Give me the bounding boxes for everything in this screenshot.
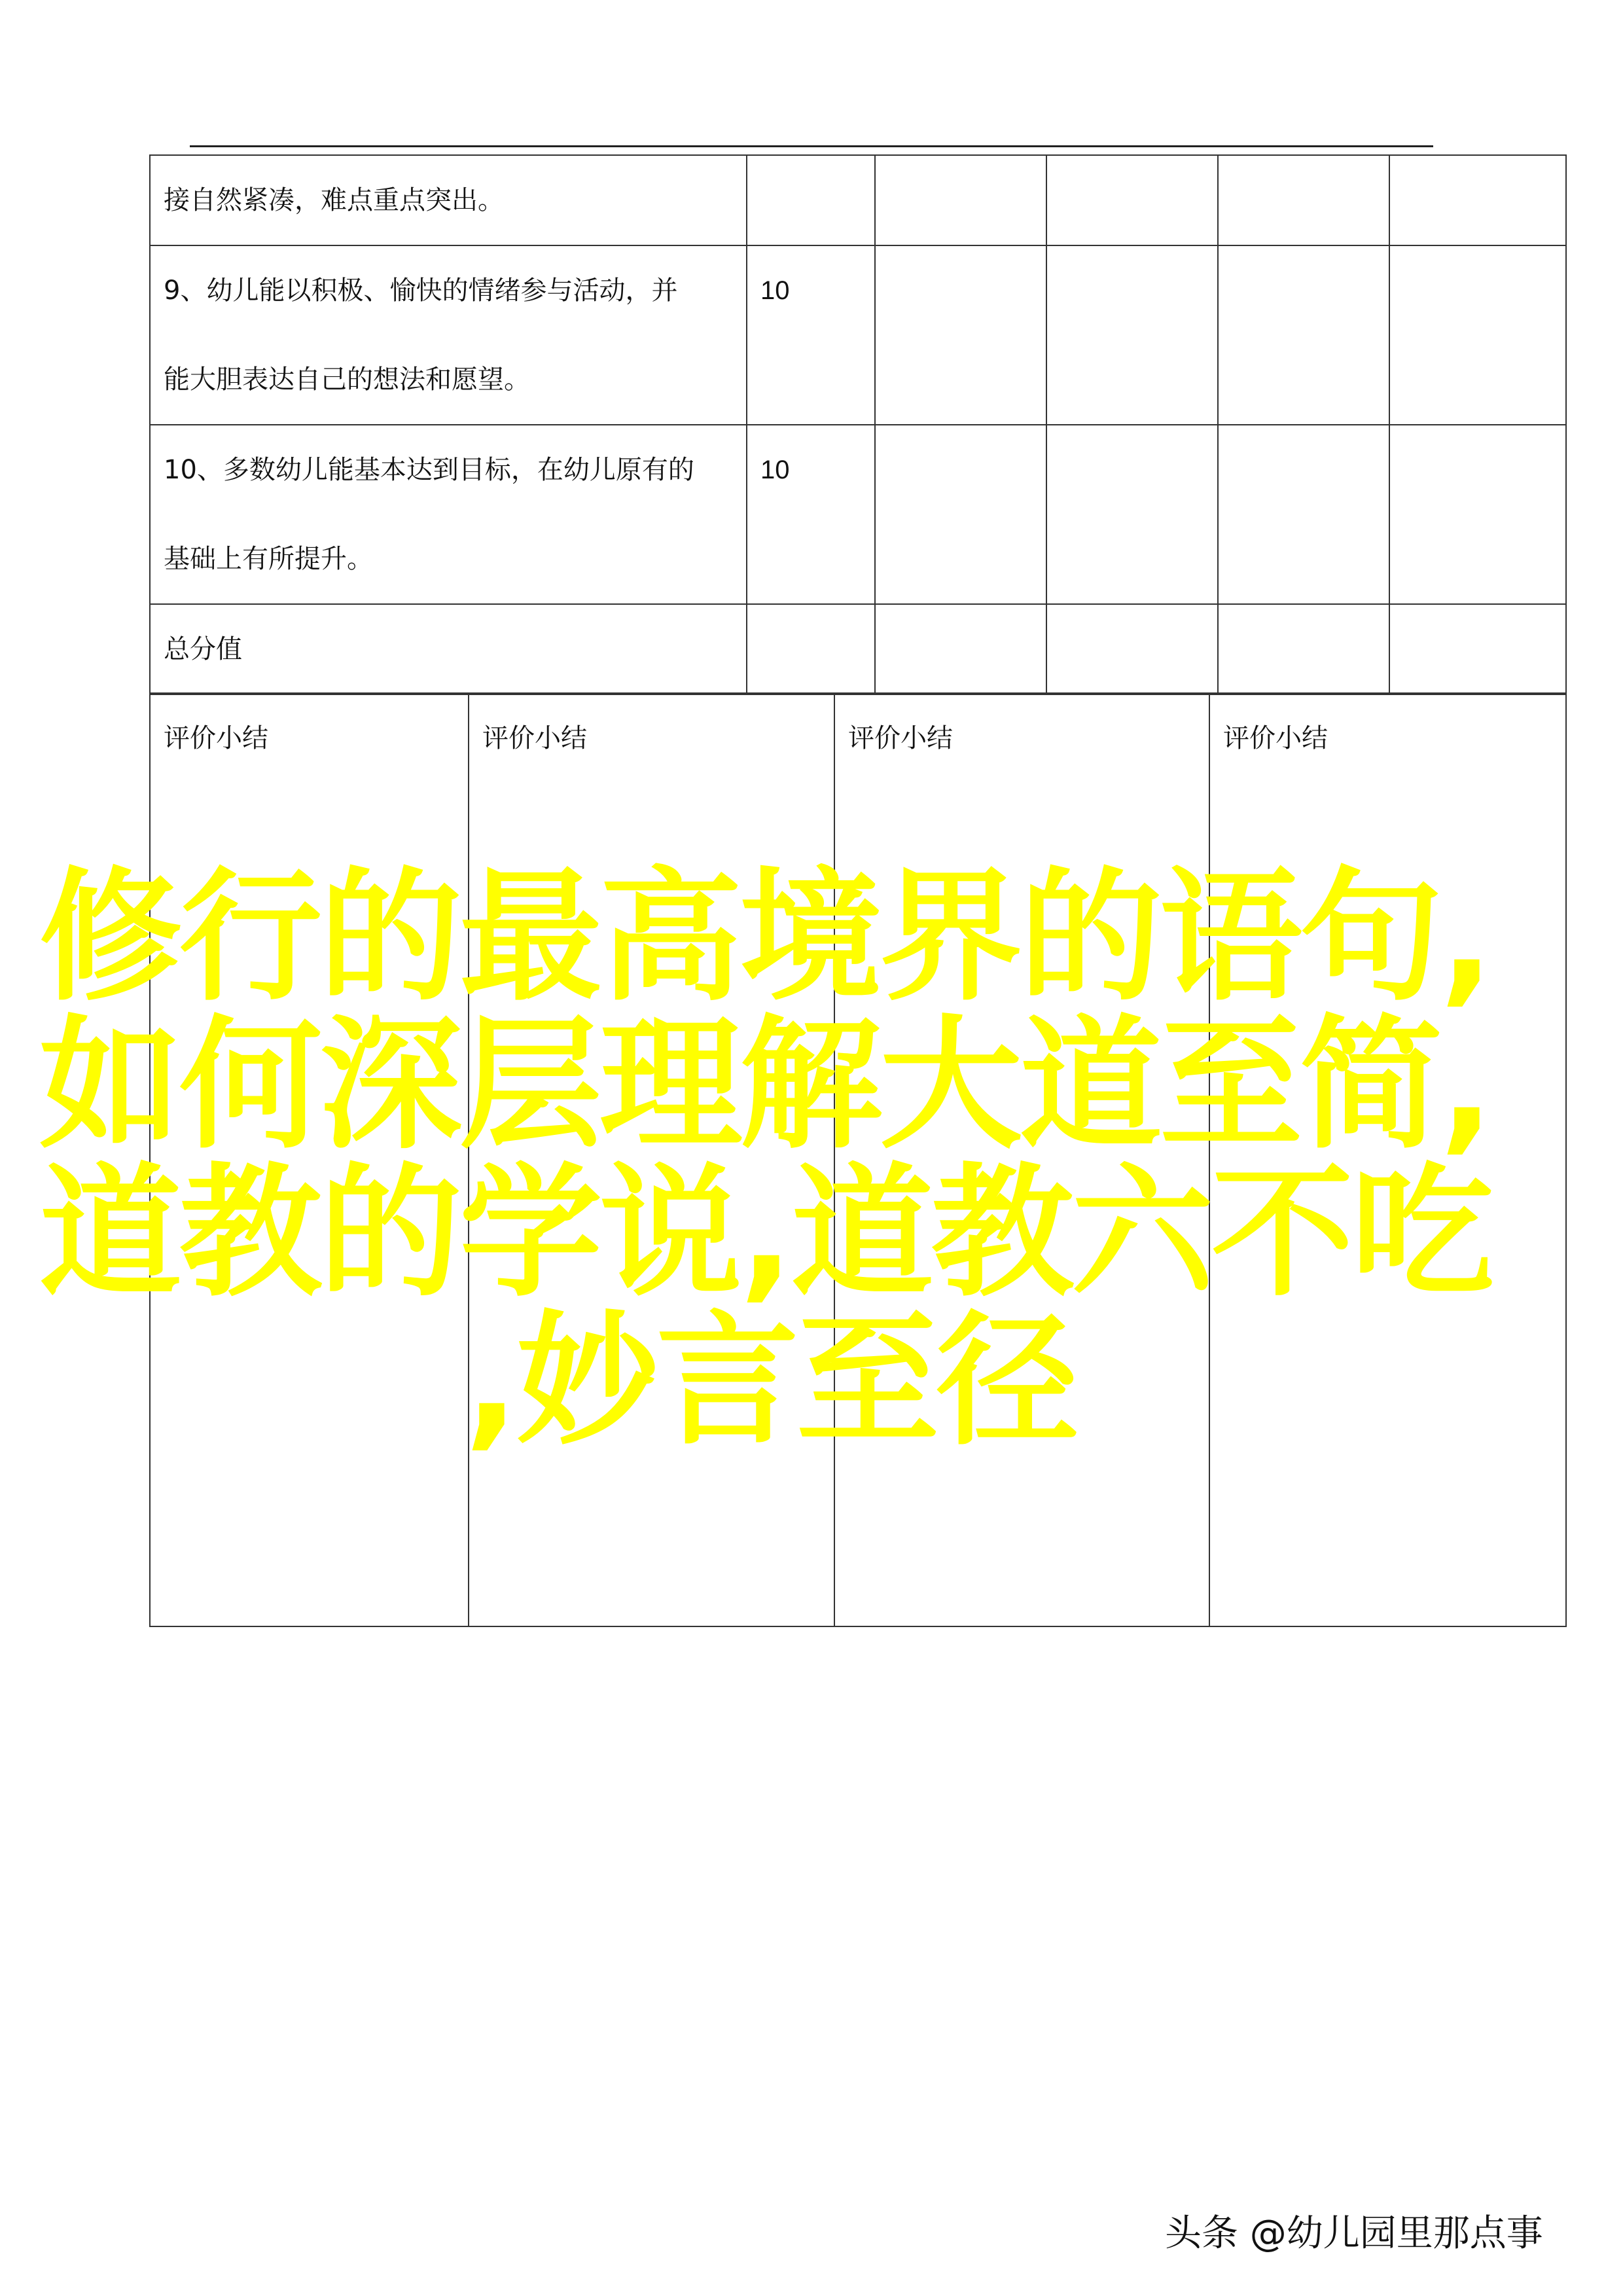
blank-cell <box>1389 604 1566 694</box>
blank-cell <box>1218 604 1389 694</box>
blank-cell <box>1389 155 1566 245</box>
criterion-cell <box>150 155 747 245</box>
blank-cell <box>1218 245 1389 425</box>
summary-header: 评价小结 <box>164 723 268 753</box>
source-watermark: 头条 @幼儿园里那点事 <box>1165 2212 1543 2255</box>
blank-cell <box>875 245 1046 425</box>
score-cell <box>747 604 875 694</box>
table-row <box>150 425 1566 604</box>
criterion-text: 10、多数幼儿能基本达到目标，在幼儿原有的 <box>164 455 694 485</box>
blank-cell <box>875 604 1046 694</box>
blank-cell <box>1389 425 1566 604</box>
table-row <box>150 604 1566 694</box>
criterion-text: 9、幼儿能以积极、愉快的情绪参与活动，并 <box>164 276 678 306</box>
blank-cell <box>1389 245 1566 425</box>
overlay-line: 道教的学说,道教六不吃 <box>39 1151 1491 1316</box>
overlay-title <box>39 855 1584 1464</box>
blank-cell <box>875 425 1046 604</box>
criterion-text: 基础上有所提升。 <box>164 544 373 574</box>
blank-cell <box>1046 245 1218 425</box>
score-cell: 10 <box>747 245 875 425</box>
blank-cell <box>1218 155 1389 245</box>
table-row <box>150 245 1566 425</box>
overlay-line: 如何深层理解大道至简, <box>39 1003 1491 1168</box>
criterion-text: 接自然紧凑，难点重点突出。 <box>164 185 504 215</box>
blank-cell <box>875 155 1046 245</box>
blank-cell <box>1046 425 1218 604</box>
criterion-cell <box>150 245 747 425</box>
table-row <box>150 155 1566 245</box>
summary-header: 评价小结 <box>482 723 587 753</box>
evaluation-table <box>149 154 1567 695</box>
overlay-line: 修行的最高境界的语句, <box>39 855 1491 1020</box>
overlay-line: ,妙言至径 <box>465 1299 1077 1464</box>
blank-cell <box>1046 155 1218 245</box>
summary-header: 评价小结 <box>1223 723 1328 753</box>
criterion-text: 能大胆表达自己的想法和愿望。 <box>164 365 530 395</box>
score-cell <box>747 155 875 245</box>
top-rule <box>190 145 1433 147</box>
total-label: 总分值 <box>164 634 242 664</box>
score-cell: 10 <box>747 425 875 604</box>
summary-header: 评价小结 <box>848 723 953 753</box>
blank-cell <box>1046 604 1218 694</box>
blank-cell <box>1218 425 1389 604</box>
criterion-cell <box>150 425 747 604</box>
total-label-cell <box>150 604 747 694</box>
